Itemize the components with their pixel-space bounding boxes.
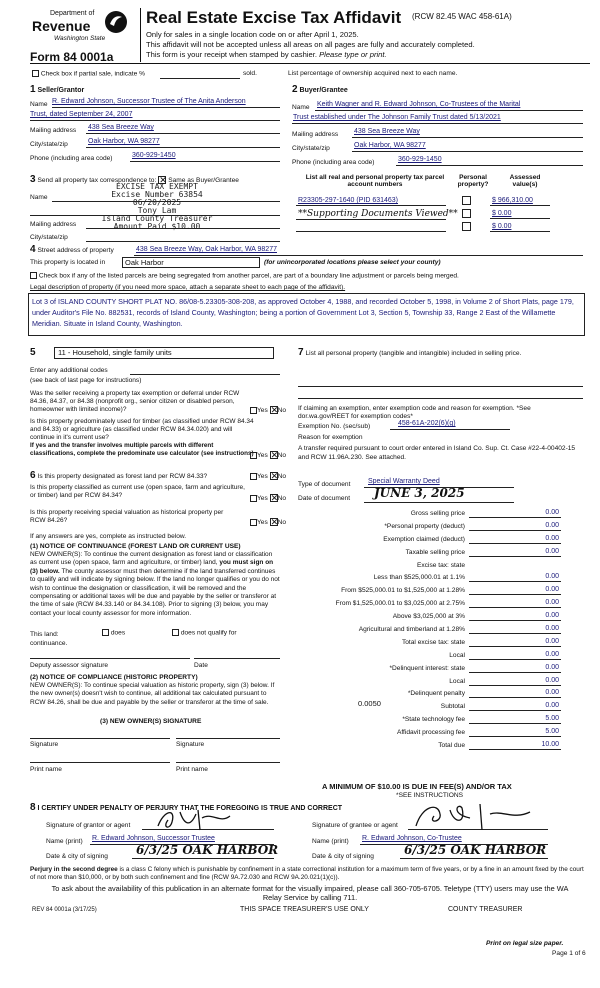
s5-q1-no-label: No — [277, 406, 287, 414]
tax-row — [298, 727, 583, 740]
tax-row-value[interactable]: 0.00 — [545, 663, 559, 671]
tax-row-label: Gross selling price — [410, 510, 465, 517]
tax-row — [298, 547, 583, 560]
grantor-date-label: Date & city of signing — [46, 853, 108, 860]
seller-mailing-label: Mailing address — [30, 127, 77, 134]
section8-number: 8 — [30, 802, 36, 813]
segregated-row — [30, 272, 459, 279]
grantee-name[interactable]: R. Edward Johnson, Co-Trustee — [362, 835, 462, 842]
seller-heading — [30, 84, 84, 95]
deputy-date-label: Date — [194, 662, 208, 669]
form-number: Form 84 0001a — [30, 50, 114, 64]
tax-row — [298, 676, 583, 689]
exempt-no[interactable]: 458-61A-202(6)(g) — [398, 420, 456, 427]
perjury-text: is a class C felony which is punishable by confinement in a state correctional institution for a maximum term of five years, or by a fine in an amount fixed by the court of not more than $10,000, or by both such confinement and fine (RCW 9A.72.030 and RCW 9A.20.021(1)(c)). — [30, 866, 584, 881]
partial-sale-pct-field[interactable] — [160, 70, 240, 79]
street-line — [134, 246, 583, 256]
section7-text: List all personal property (tangible and intangible) included in selling price. — [305, 350, 522, 357]
buyer-name-label: Name — [292, 104, 310, 111]
s5-q2-yes-checkbox[interactable] — [250, 452, 257, 459]
located-value: Oak Harbor — [125, 258, 164, 267]
s6-q1-row — [30, 470, 207, 481]
perjury-bold: Perjury in the second degree — [30, 866, 118, 873]
grantor-date[interactable]: 6/3/25 OAK HARBOR — [136, 843, 279, 857]
partial-sale-sold: sold. — [243, 70, 257, 77]
same-as-buyer-label: Same as Buyer/Grantee — [168, 177, 239, 184]
tax-row-value[interactable]: 0.00 — [545, 547, 559, 555]
corr-mailing-label: Mailing address — [30, 221, 77, 228]
buyer-heading — [292, 84, 348, 95]
stamp-line-2: Excise Number 63854 — [111, 190, 203, 199]
partial-sale-row — [32, 70, 145, 77]
tax-row-label: *Delinquent penalty — [407, 690, 465, 698]
s6-q1-yes-label: Yes — [257, 472, 268, 480]
tax-row — [298, 534, 583, 547]
local-rate[interactable]: 0.0050 — [358, 699, 381, 708]
tax-row — [298, 598, 583, 611]
tax-row — [298, 624, 583, 637]
s6-q3-no-checkbox[interactable] — [270, 518, 278, 526]
tax-row — [298, 521, 583, 534]
assessed-row-3[interactable]: $ 0.00 — [492, 223, 512, 230]
tax-row-label: From $1,525,000.01 to $3,025,000 at 2.75% — [335, 600, 465, 608]
s5-q2-answers — [250, 451, 286, 459]
s6-q1-no-checkbox[interactable] — [270, 472, 278, 480]
s6-q1-yes-checkbox[interactable] — [250, 473, 257, 480]
minimum-notice: A MINIMUM OF $10.00 IS DUE IN FEE(S) AND/OR TAX — [322, 782, 512, 791]
stamp-line-4: Tony Lam — [137, 206, 177, 215]
tax-row — [298, 508, 583, 521]
tax-row-value[interactable]: 0.00 — [545, 586, 559, 594]
tax-row — [298, 663, 583, 676]
personal-col-header: Personal property? — [457, 174, 489, 188]
s6-q1: Is this property designated as forest land per RCW 84.33? — [37, 473, 208, 480]
buyer-city-label: City/state/zip — [292, 145, 330, 152]
grantor-sig-label: Signature of grantor or agent — [46, 822, 131, 829]
buyer-name-2[interactable]: Trust established under The Johnson Family Trust dated 5/13/2021 — [293, 114, 501, 121]
doctype[interactable]: Special Warranty Deed — [368, 478, 440, 485]
assessed-row-2-line — [490, 209, 550, 219]
tax-row — [298, 714, 583, 727]
personal-checkbox-1[interactable] — [462, 196, 471, 205]
seller-phone-label: Phone (including area code) — [30, 155, 113, 162]
docdate[interactable]: JUNE 3, 2025 — [374, 486, 465, 500]
s5-q1-yes-checkbox[interactable] — [250, 407, 257, 414]
s6-q3-answers — [250, 518, 286, 526]
tax-row-value[interactable]: 0.00 — [545, 534, 559, 542]
section7-number: 7 — [298, 347, 304, 358]
seller-city-label: City/state/zip — [30, 141, 68, 148]
s6-q1-answers — [250, 472, 286, 480]
owner-print-line-1[interactable] — [30, 752, 170, 763]
segregated-label: Check box if any of the listed parcels are being segregated from another parcel, are part of a boundary line adjustment or parcels being merged. — [38, 272, 459, 280]
buyer-mailing-label: Mailing address — [292, 131, 339, 138]
grantee-name-label: Name (print) — [312, 838, 349, 845]
section6-number: 6 — [30, 470, 36, 481]
buyer-city-line — [352, 142, 583, 152]
seller-city[interactable]: Oak Harbor, WA 98277 — [88, 138, 160, 145]
personal-checkbox-2[interactable] — [462, 209, 471, 218]
does-not-checkbox[interactable] — [172, 629, 179, 636]
owner-sig-line-1[interactable] — [30, 728, 170, 739]
use-code-value: 11 - Household, single family units — [58, 348, 172, 357]
tax-row — [298, 740, 583, 753]
continuance-label: continuance. — [30, 640, 68, 647]
seller-city-line — [86, 138, 280, 148]
use-code-select[interactable] — [54, 347, 274, 359]
assessed-row-1[interactable]: $ 966,310.00 — [492, 197, 533, 204]
tax-row-value[interactable]: 0.00 — [545, 650, 559, 658]
s6-q3: Is this property receiving special valuation as historical property per RCW 84.26? — [30, 509, 224, 524]
buyer-city[interactable]: Oak Harbor, WA 98277 — [354, 142, 426, 149]
certify-text: I CERTIFY UNDER PENALTY OF PERJURY THAT THE FOREGOING IS TRUE AND CORRECT — [37, 805, 343, 812]
grantor-name[interactable]: R. Edward Johnson, Successor Trustee — [92, 835, 215, 842]
owner-sig-label-1: Signature — [30, 741, 59, 748]
s5-q1-yes-label: Yes — [257, 406, 268, 414]
assessed-row-2[interactable]: $ 0.00 — [492, 210, 512, 217]
tax-row — [298, 688, 583, 701]
personal-property-line-1[interactable] — [298, 378, 583, 387]
s5-q2-yes-label: Yes — [257, 451, 268, 459]
tax-row-label: Local — [449, 651, 465, 659]
s6-q2-answers — [250, 494, 286, 502]
dept-of-label: Department of — [50, 10, 95, 17]
partial-sale-label: Check box if partial sale, indicate % — [40, 70, 145, 78]
does-not-option — [172, 629, 237, 636]
located-select[interactable] — [122, 257, 260, 268]
corr-name-label: Name — [30, 194, 48, 201]
s5-q1: Was the seller receiving a property tax exemption or deferral under RCW 84.36, 84.37, or 84.38 (nonprofit org., senior citizen or disabled person, homeowner with limited income)? — [30, 390, 240, 413]
buyer-name-line-2 — [292, 114, 583, 124]
tax-row-label: Less than $525,000.01 at 1.1% — [373, 574, 465, 582]
does-label: does — [110, 629, 126, 637]
notice2-title: (2) NOTICE OF COMPLIANCE (HISTORIC PROPERTY) — [30, 674, 198, 681]
buyer-mailing-line — [352, 128, 583, 138]
notice1-b: you must sign on (3) below. — [30, 559, 274, 575]
tax-row — [298, 585, 583, 598]
exempt-text-2: *See dor.wa.gov/REET for exemption codes* — [298, 405, 531, 421]
parcel-row-3-line — [296, 222, 446, 232]
exempt-stamp — [82, 183, 232, 231]
section5-number: 5 — [30, 347, 36, 358]
page-number: Page 1 of 6 — [552, 950, 586, 957]
s6-q2: Is this property classified as current use (open space, farm and agriculture, or timber) land per RCW 84.34? — [30, 484, 245, 499]
stamp-line-1: EXCISE TAX EXEMPT — [116, 182, 198, 191]
partial-sale-checkbox[interactable] — [32, 70, 39, 77]
assessed-col-header: Assessed value(s) — [509, 174, 541, 188]
buyer-heading-label: Buyer/Grantee — [299, 87, 348, 94]
owner-sig-label-2: Signature — [176, 741, 205, 748]
exempt-text-1: If claiming an exemption, enter exemption code and reason for exemption. — [298, 405, 515, 412]
s6-q3-yes-label: Yes — [257, 518, 268, 526]
header-rule — [30, 63, 590, 64]
deputy-sig-label: Deputy assessor signature — [30, 662, 109, 669]
location-number: 4 — [30, 244, 36, 255]
tax-row-label: *State technology fee — [402, 716, 465, 724]
s5-q2-no-label: No — [277, 451, 287, 459]
codes-line[interactable] — [130, 366, 280, 375]
notice1-text — [30, 551, 280, 618]
tax-row-value[interactable]: 0.00 — [545, 625, 559, 633]
tax-row — [298, 572, 583, 585]
seller-name-line — [52, 98, 280, 108]
tax-row-value[interactable]: 0.00 — [545, 509, 559, 516]
see-instructions: *SEE INSTRUCTIONS — [396, 792, 464, 799]
legal-description-box[interactable] — [28, 293, 585, 336]
tax-row-label: Affidavit processing fee — [396, 729, 465, 737]
deputy-date-line[interactable] — [194, 648, 280, 659]
tax-row-value[interactable]: 0.00 — [545, 689, 559, 697]
segregated-checkbox[interactable] — [30, 272, 37, 279]
tax-row-label: Excise tax: state — [416, 561, 465, 569]
owner-print-label-2: Print name — [176, 766, 208, 773]
ownership-note: List percentage of ownership acquired next to each name. — [288, 70, 458, 77]
tax-row — [298, 611, 583, 624]
treasurer-use: THIS SPACE TREASURER'S USE ONLY — [240, 906, 369, 913]
tax-row-label: Agricultural and timberland at 1.28% — [358, 626, 465, 634]
buyer-mailing[interactable]: 438 Sea Breeze Way — [354, 128, 420, 135]
parcel-row-1[interactable]: R23305-297-1640 (PID 631463) — [298, 197, 399, 204]
exempt-no-line — [390, 420, 510, 430]
tax-row-label: Exemption claimed (deduct) — [383, 535, 465, 543]
personal-property-line-2[interactable] — [298, 390, 583, 399]
seller-number: 1 — [30, 84, 36, 95]
s6-q2-yes-checkbox[interactable] — [250, 495, 257, 502]
tax-row-label: Total excise tax: state — [401, 638, 465, 646]
form-rcw: (RCW 82.45 WAC 458-61A) — [412, 12, 512, 21]
tax-row-value[interactable]: 5.00 — [545, 728, 559, 736]
notice2-text: NEW OWNER(S): To continue special valuation as historic property, sign (3) below. If the new owner(s) doesn't wish to continue, all additional tax calculated pursuant to RCW 84.26, shall be due and payable by the seller or transferor at the time of sale. — [30, 682, 275, 706]
does-checkbox[interactable] — [102, 629, 109, 636]
wa-state-label: Washington State — [54, 35, 106, 42]
revenue-label: Revenue — [32, 18, 91, 34]
does-not-label: does not qualify for — [180, 629, 237, 637]
parcel-row-2[interactable]: **Supporting Documents Viewed** — [298, 209, 458, 219]
seller-name-line-2 — [30, 111, 280, 121]
stamp-line-6: Amount Paid $10.00 — [113, 222, 201, 231]
located-note: (for unincorporated locations please select your county) — [264, 259, 441, 266]
tax-row-value[interactable]: 0.00 — [545, 676, 559, 684]
s6-q4: If any answers are yes, complete as instructed below. — [30, 533, 187, 540]
correspondence-number: 3 — [30, 174, 36, 185]
tax-row-value[interactable]: 0.00 — [545, 612, 559, 620]
s5-q2: Is this property predominately used for timber (as classified under RCW 84.34 and 84.33) or agriculture (as classified under RCW 84.34.020) and will continue in it's current use? — [30, 418, 254, 441]
grantor-date-line — [132, 850, 274, 859]
seller-mailing-line — [86, 124, 280, 134]
seller-mailing[interactable]: 438 Sea Breeze Way — [88, 124, 154, 131]
seller-name-1[interactable]: R. Edward Johnson, Successor Trustee of The Anita Anderson — [52, 98, 246, 105]
header-sub3: This form is your receipt when stamped by cashier. — [146, 50, 317, 59]
seller-heading-label: Seller/Grantor — [37, 87, 85, 94]
s5-q2-no-checkbox[interactable] — [270, 451, 278, 459]
tax-row-label: *Personal property (deduct) — [384, 522, 465, 530]
form-title: Real Estate Excise Tax Affidavit — [146, 8, 402, 27]
corr-city-label: City/state/zip — [30, 234, 68, 241]
parcel-col-header: List all real and personal property tax parcel account numbers — [305, 174, 445, 188]
tax-row — [298, 650, 583, 663]
county-treasurer: COUNTY TREASURER — [448, 906, 523, 913]
rev-number: REV 84 0001a (3/17/25) — [32, 907, 97, 913]
tax-calc-table — [298, 508, 583, 753]
owner-print-label-1: Print name — [30, 766, 62, 773]
street-label: Street address of property — [37, 247, 114, 254]
tax-row-value[interactable]: 0.00 — [545, 637, 559, 645]
assessed-row-1-line — [490, 196, 550, 206]
tax-row-label: Subtotal — [440, 703, 465, 711]
s6-q2-no-label: No — [277, 494, 287, 502]
deputy-sig-line[interactable] — [30, 648, 190, 659]
located-label: This property is located in — [30, 259, 106, 266]
land-label: This land: — [30, 631, 59, 638]
alt-format-notice: To ask about the availability of this publication in an alternate format for the visually impaired, please call 360-705-6705. Teletype (TTY) users may use the WA Relay Service by calling 711. — [51, 884, 569, 902]
parcel-row-2-line — [296, 209, 446, 220]
grantee-sig-label: Signature of grantee or agent — [312, 822, 398, 829]
seller-phone-line — [130, 152, 280, 162]
buyer-phone[interactable]: 360-929-1450 — [398, 156, 442, 163]
tax-row-label: *Delinquent interest: state — [389, 664, 465, 672]
correspondence-heading-label: Send all property tax correspondence to: — [37, 177, 157, 184]
legal-size-note: Print on legal size paper. — [486, 940, 564, 947]
tax-row — [298, 701, 583, 714]
legal-label: Legal description of property (if you need more space, attach a separate sheet to each page of the affidavit). — [30, 284, 346, 291]
tax-row-value[interactable]: 0.00 — [545, 702, 559, 710]
dor-swirl-icon — [104, 10, 128, 34]
tax-row-value[interactable]: 0.00 — [545, 573, 559, 581]
docdate-label: Date of document — [298, 495, 351, 502]
tax-row-label: From $525,000.01 to $1,525,000 at 1.28% — [341, 587, 465, 595]
notice1-c: The county assessor must then determine if the land transferred continues to qualify and will indicate by signing below. If the land no longer qualifies or you do not wish to continue the designation or classification, it will be removed and the compensating or additional taxes will be due and payable by the seller or transferor at the time of sale (RCW 84.33.140 or 84.34.108). Prior to signing (3) below, you may contact your local county assessor for more information. — [30, 567, 280, 617]
parcel-row-1-line — [296, 196, 446, 206]
seller-name-label: Name — [30, 101, 48, 108]
tax-row-label: Total due — [438, 742, 465, 750]
owner-sig-line-2[interactable] — [176, 728, 280, 739]
assessed-row-3-line — [490, 222, 550, 232]
exempt-no-label: Exemption No. (sec/sub) — [298, 423, 371, 430]
s5-q1-no-checkbox[interactable] — [270, 406, 278, 414]
owner-print-line-2[interactable] — [176, 752, 280, 763]
tax-row — [298, 637, 583, 650]
s6-q1-no-label: No — [277, 472, 287, 480]
s6-q2-no-checkbox[interactable] — [270, 494, 278, 502]
header-divider — [140, 8, 141, 62]
header-sub1: Only for sales in a single location code on or after April 1, 2025. — [146, 30, 359, 39]
tax-row-value[interactable]: 5.00 — [545, 715, 559, 723]
notice1-a: NEW OWNER(S): To continue the current designation as forest land or classification as current use (open space, farm and agriculture, or timber) land, — [30, 551, 273, 567]
tax-row-value[interactable]: 0.00 — [545, 521, 559, 529]
street-row — [30, 244, 114, 255]
buyer-name-line — [315, 101, 583, 111]
s5-q1-answers — [250, 406, 286, 414]
grantor-signature — [150, 804, 250, 834]
seller-phone[interactable]: 360-929-1450 — [132, 152, 176, 159]
s6-q2-yes-label: Yes — [257, 494, 268, 502]
tax-row — [298, 560, 583, 573]
buyer-number: 2 — [292, 84, 298, 95]
seller-name-2[interactable]: Trust, dated September 24, 2007 — [30, 111, 133, 118]
corr-city-line[interactable] — [86, 232, 280, 242]
buyer-phone-label: Phone (including area code) — [292, 159, 375, 166]
s5-q2-bold: If yes and the transfer involves multiple parcels with different classifications, complete the predominate use calculator (see instructions) — [30, 442, 254, 457]
buyer-phone-line — [396, 156, 583, 166]
stamp-line-3: 06/20/2025 — [132, 198, 182, 207]
legal-description: Lot 3 of ISLAND COUNTY SHORT PLAT NO. 86/08-5.23305-308-208, as approved October 4, 1988, and recorded October 5, 1998, in Volume 2 of Short Plats, page 179, under Auditor's File No. 882531, records of Island County, Washington; being a portion of Government Lot 3, Section 5, Township 33, Range 2 East of the Willamette Meridian. Situate in Island County, Washington. — [32, 297, 574, 328]
tax-row-value[interactable]: 0.00 — [545, 599, 559, 607]
personal-checkbox-3[interactable] — [462, 222, 471, 231]
grantee-date-line — [400, 850, 548, 859]
header-sub3-wrap — [146, 50, 387, 59]
tax-row-label: Above $3,025,000 at 3% — [392, 613, 465, 621]
tax-row-label: Taxable selling price — [405, 548, 465, 556]
codes-label: Enter any additional codes — [30, 367, 108, 374]
perjury-notice — [30, 866, 586, 882]
stamp-line-5: Island County Treasurer — [101, 214, 213, 223]
buyer-name-1[interactable]: Keith Wagner and R. Edward Johnson, Co-Trustees of the Marital — [317, 101, 521, 108]
street-address[interactable]: 438 Sea Breeze Way, Oak Harbor, WA 98277 — [136, 246, 277, 253]
section7-heading — [298, 347, 583, 359]
grantee-signature — [410, 800, 540, 834]
notice1-title: (1) NOTICE OF CONTINUANCE (FOREST LAND OR CURRENT USE) — [30, 543, 241, 550]
s6-q3-no-label: No — [277, 518, 287, 526]
tax-row-label: Local — [449, 677, 465, 685]
header-sub3-italic: Please type or print. — [319, 50, 387, 59]
codes-note: (see back of last page for instructions) — [30, 377, 142, 384]
docdate-line — [364, 494, 514, 503]
tax-row-value[interactable]: 10.00 — [541, 741, 559, 749]
dor-logo — [32, 8, 128, 52]
reason-label: Reason for exemption — [298, 434, 363, 441]
header-sub2: This affidavit will not be accepted unless all areas on all pages are fully and accurately completed. — [146, 40, 475, 49]
grantor-name-label: Name (print) — [46, 838, 83, 845]
notice3-title: (3) NEW OWNER(S) SIGNATURE — [100, 718, 202, 725]
reason-text[interactable]: A transfer required pursuant to court order entered in Island Co. Sup. Ct. Case #22-4-00402-15 and RCW 11.96A.230. See attached. — [298, 445, 576, 461]
grantee-date[interactable]: 6/3/25 OAK HARBOR — [404, 843, 547, 857]
s6-q3-yes-checkbox[interactable] — [250, 519, 257, 526]
grantee-date-label: Date & city of signing — [312, 853, 374, 860]
does-option — [102, 629, 125, 636]
doctype-label: Type of document — [298, 481, 351, 488]
